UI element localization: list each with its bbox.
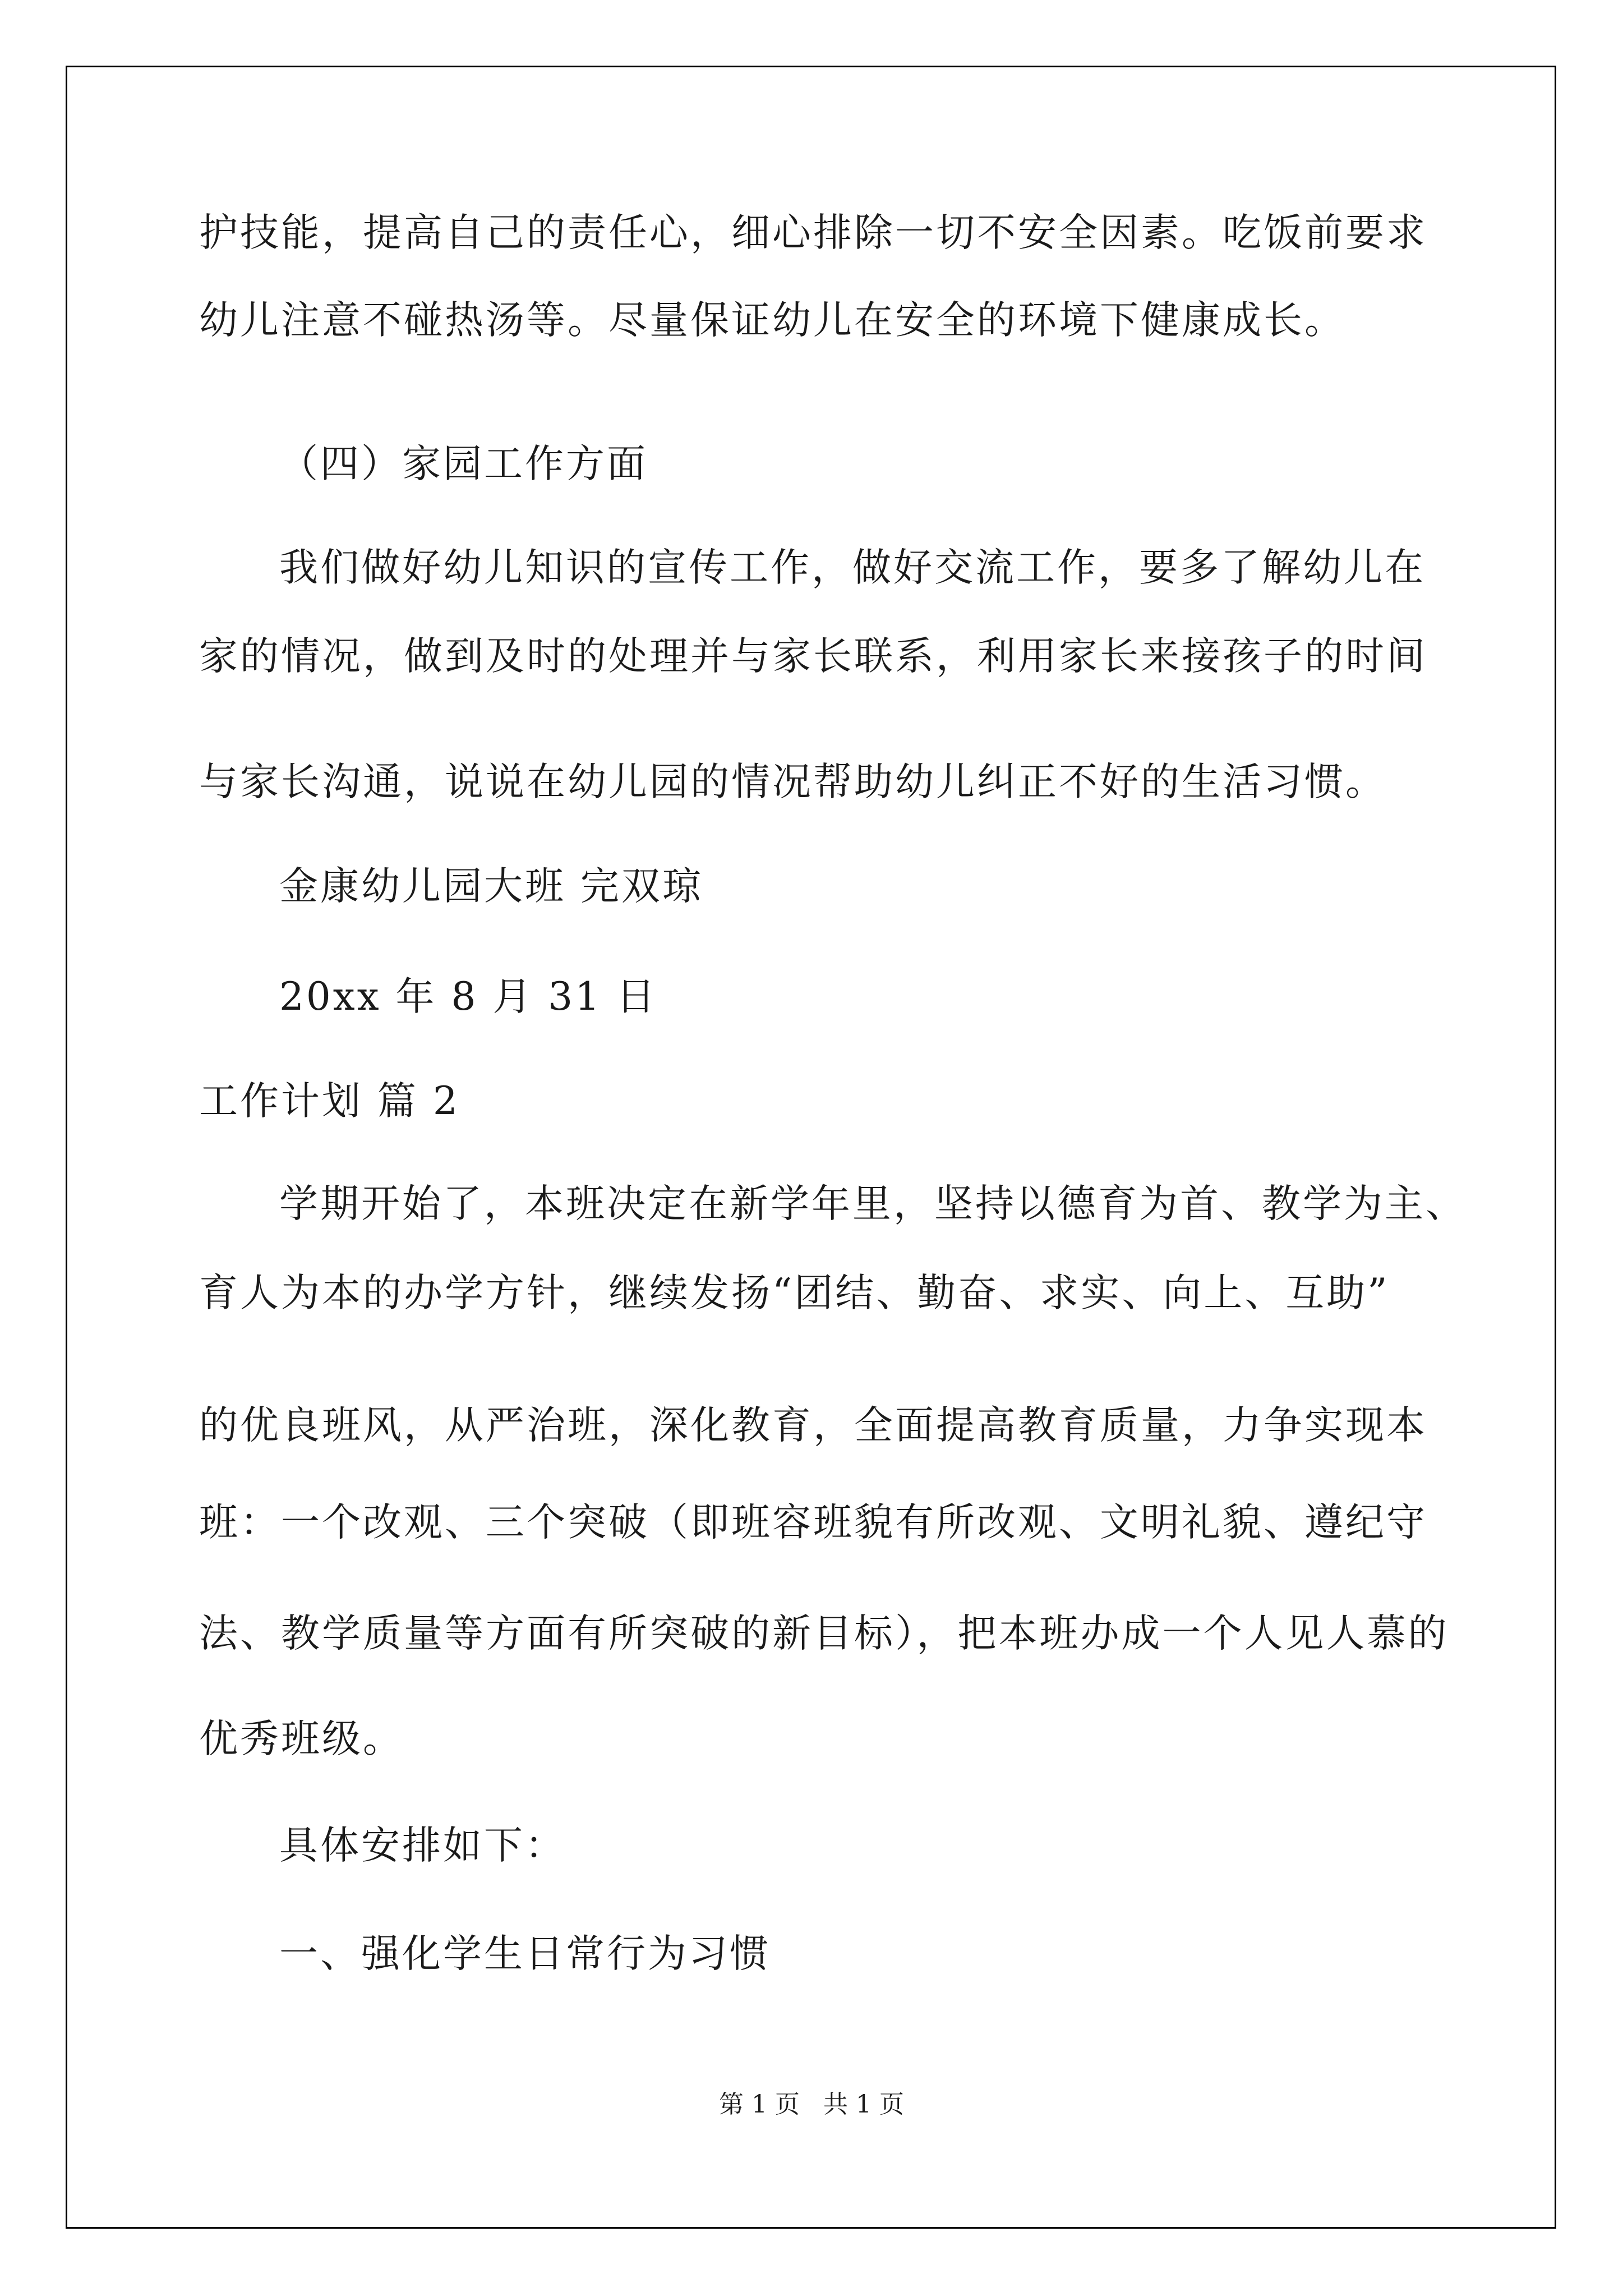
section-title: 工作计划 篇 2 — [199, 1079, 460, 1124]
section-heading: 一、强化学生日常行为习惯 — [279, 1931, 771, 1976]
text-line: 家的情况，做到及时的处理并与家长联系，利用家长来接孩子的时间 — [199, 634, 1427, 679]
text-line: 与家长沟通，说说在幼儿园的情况帮助幼儿纠正不好的生活习惯。 — [199, 760, 1386, 804]
text-line: 优秀班级。 — [199, 1717, 404, 1761]
text-line: 育人为本的办学方针，继续发扬“团结、勤奋、求实、向上、互助” — [199, 1271, 1390, 1315]
section-heading: （四）家园工作方面 — [279, 441, 648, 486]
text-line: 幼儿注意不碰热汤等。尽量保证幼儿在安全的环境下健康成长。 — [199, 298, 1345, 343]
text-line: 护技能，提高自己的责任心，细心排除一切不安全因素。吃饭前要求 — [199, 210, 1427, 255]
text-line: 具体安排如下： — [279, 1823, 566, 1868]
text-line: 班：一个改观、三个突破（即班容班貌有所改观、文明礼貌、遵纪守 — [199, 1500, 1427, 1545]
text-line: 学期开始了，本班决定在新学年里，坚持以德育为首、教学为主、 — [279, 1181, 1467, 1226]
signature-line: 金康幼儿园大班 完双琼 — [279, 864, 703, 909]
date-line: 20xx 年 8 月 31 日 — [279, 974, 657, 1019]
text-line: 法、教学质量等方面有所突破的新目标），把本班办成一个人见人慕的 — [199, 1611, 1449, 1656]
page-number: 第 1 页 共 1 页 — [719, 2090, 904, 2119]
text-line: 的优良班风，从严治班，深化教育，全面提高教育质量，力争实现本 — [199, 1403, 1427, 1448]
text-line: 我们做好幼儿知识的宣传工作，做好交流工作，要多了解幼儿在 — [279, 545, 1426, 590]
page-border — [66, 66, 1556, 2229]
